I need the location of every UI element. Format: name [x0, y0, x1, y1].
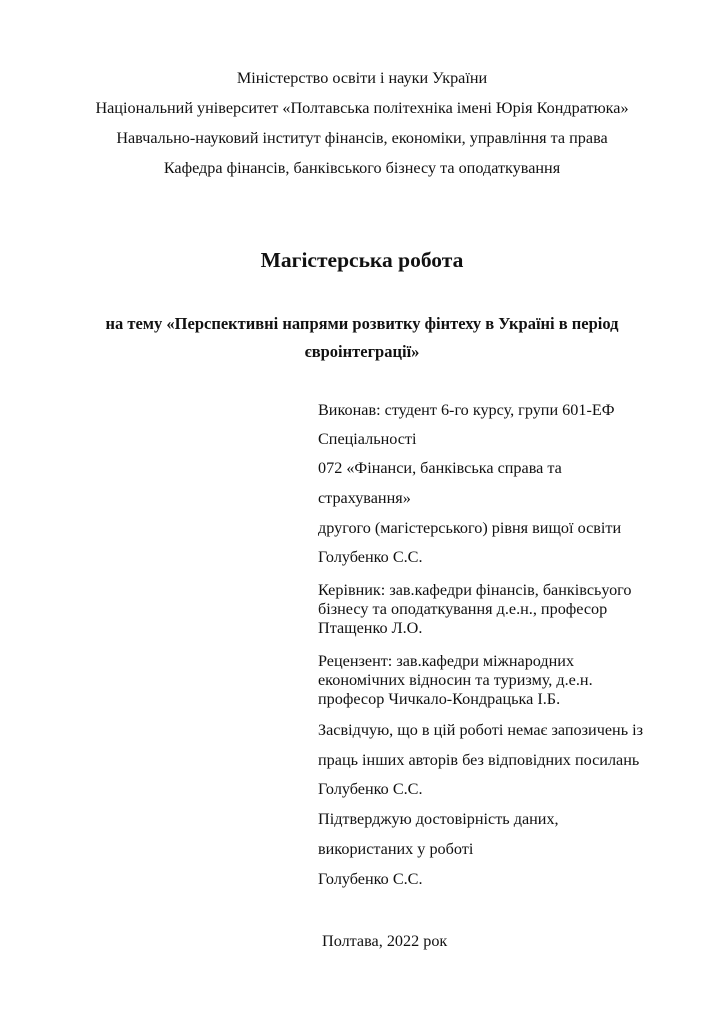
education-level-line: другого (магістерського) рівня вищої освіти — [318, 519, 622, 537]
declaration-line-1: Засвідчую, що в цій роботі немає запозичень із — [318, 721, 644, 739]
supervisor-line-2: бізнесу та оподаткування д.е.н., професор — [318, 600, 608, 618]
supervisor-line-1: Керівник: зав.кафедри фінансів, банківсьуого — [318, 581, 632, 599]
theme-line-2: євроінтеграції» — [304, 342, 420, 361]
reviewer-line-2: економічних відносин та туризму, д.е.н. — [318, 671, 593, 689]
confirmation-line-2: використаних у роботі — [318, 840, 474, 858]
declaration-signature: Голубенко С.С. — [318, 780, 423, 798]
specialty-line-2: страхування» — [318, 489, 411, 507]
confirmation-signature: Голубенко С.С. — [318, 870, 423, 888]
theme-line-1: на тему «Перспективні напрями розвитку фінтеху в Україні в період — [105, 314, 619, 333]
author-name: Голубенко С.С. — [318, 548, 423, 566]
city-year-footer: Полтава, 2022 рок — [322, 932, 448, 950]
ministry-line: Міністерство освіти і науки України — [236, 69, 488, 87]
reviewer-line-1: Рецензент: зав.кафедри міжнародних — [318, 652, 575, 670]
institute-line: Навчально-науковий інститут фінансів, економіки, управління та права — [116, 129, 608, 147]
document-title: Магістерська робота — [260, 248, 464, 272]
specialty-label: Спеціальності — [318, 430, 417, 448]
department-line: Кафедра фінансів, банківського бізнесу та оподаткування — [163, 159, 561, 177]
declaration-line-2: праць інших авторів без відповідних посилань — [318, 751, 640, 769]
specialty-line-1: 072 «Фінанси, банківська справа та — [318, 459, 562, 477]
university-line: Національний університет «Полтавська політехніка імені Юрія Кондратюка» — [95, 99, 629, 117]
supervisor-name: Птащенко Л.О. — [318, 619, 423, 637]
reviewer-name: професор Чичкало-Кондрацька І.Б. — [318, 690, 561, 708]
author-line: Виконав: студент 6-го курсу, групи 601-ЕФ — [318, 401, 615, 419]
confirmation-line-1: Підтверджую достовірність даних, — [318, 810, 559, 828]
